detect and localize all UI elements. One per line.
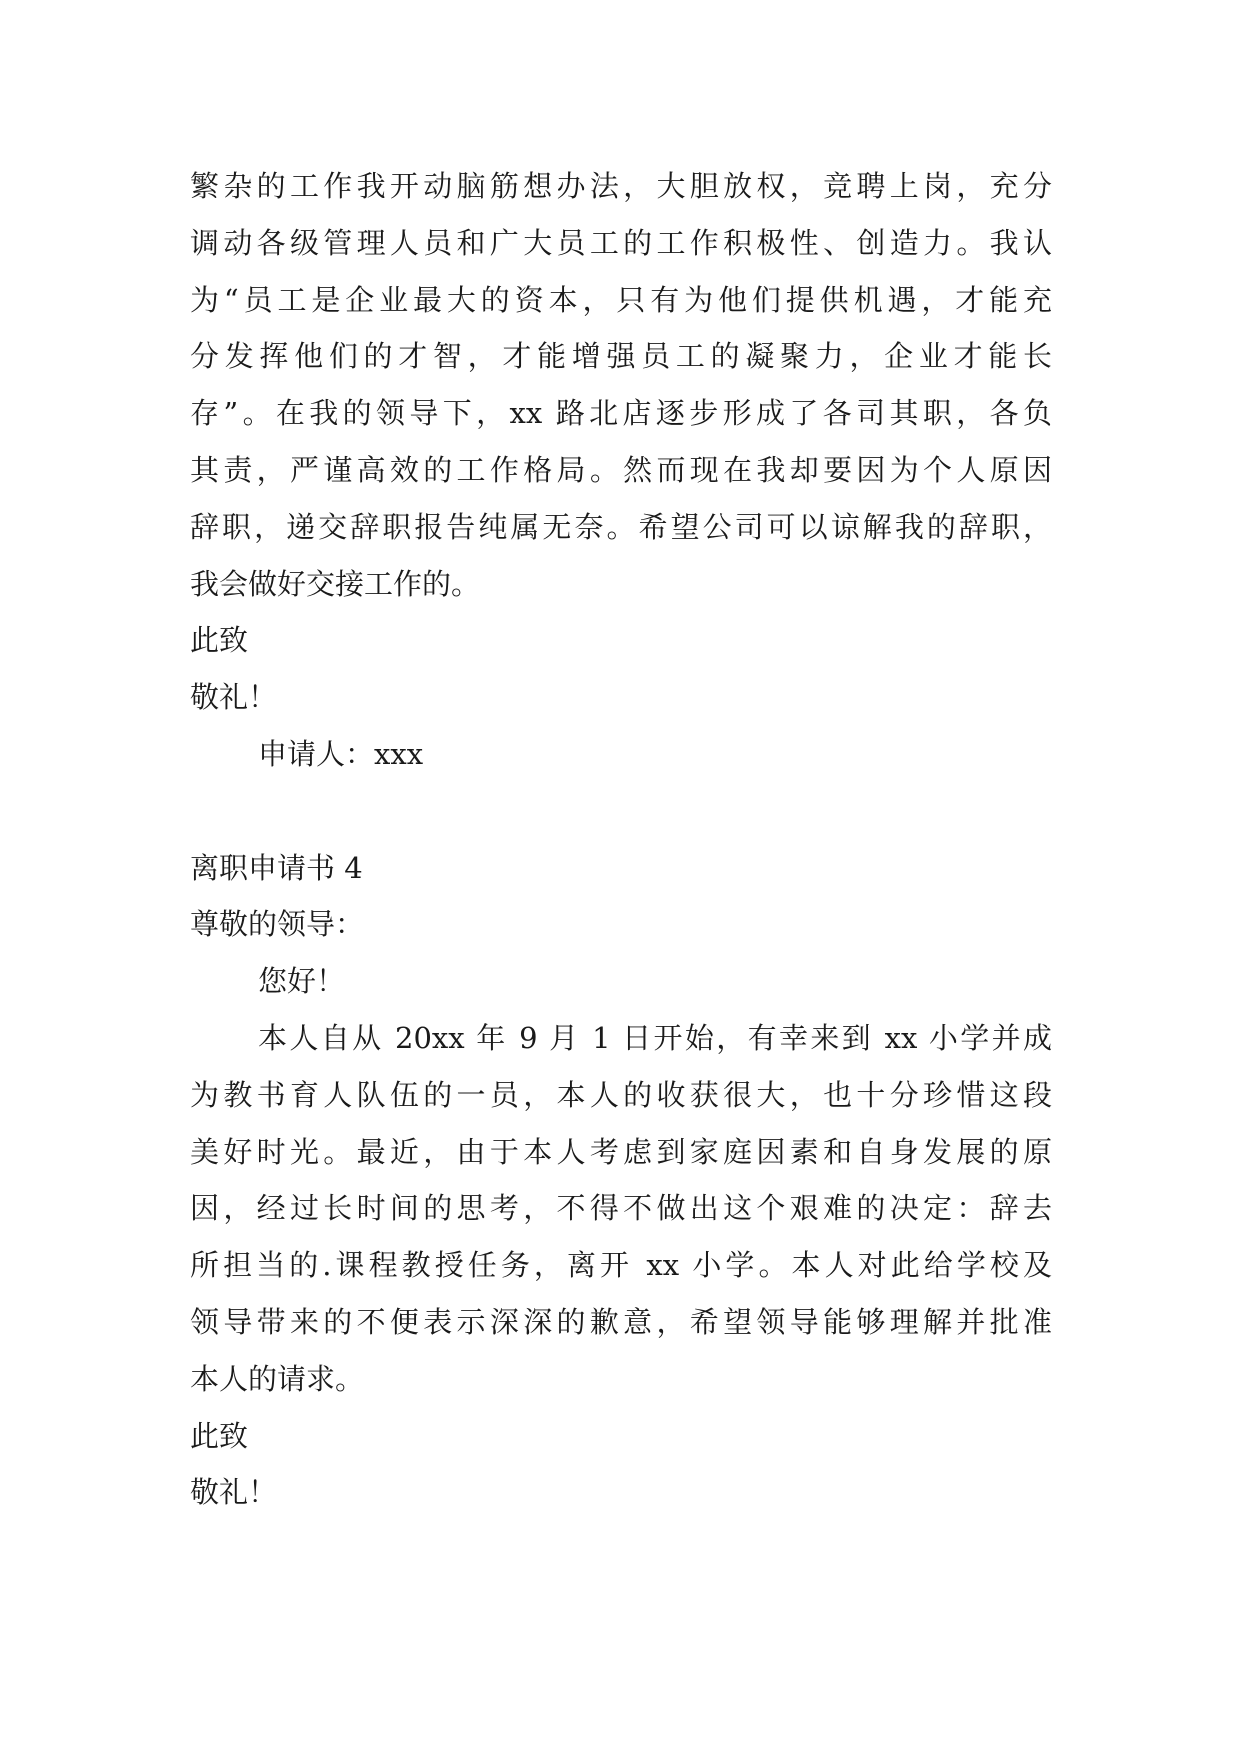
paragraph-line: 繁杂的工作我开动脑筋想办法，大胆放权，竞聘上岗，充分 (190, 169, 1052, 203)
section-title: 离职申请书 4 (190, 850, 363, 885)
closing-line: 此致 (190, 1418, 249, 1453)
signature-line: 申请人：xxx (258, 736, 424, 771)
paragraph-line: 本人的请求。 (190, 1361, 365, 1396)
paragraph-line: 领导带来的不便表示深深的歉意，希望领导能够理解并批准 (190, 1304, 1052, 1339)
closing-salute: 敬礼！ (190, 680, 278, 715)
closing-line: 此致 (190, 623, 249, 658)
salutation-line: 尊敬的领导： (190, 907, 365, 942)
closing-salute: 敬礼！ (190, 1475, 278, 1510)
paragraph-line: 分发挥他们的才智，才能增强员工的凝聚力，企业才能长 (190, 339, 1052, 374)
paragraph-line: 为教书育人队伍的一员，本人的收获很大，也十分珍惜这段 (190, 1077, 1052, 1112)
paragraph-line: 所担当的.课程教授任务，离开 xx 小学。本人对此给学校及 (190, 1248, 1052, 1283)
document-body (190, 158, 1052, 1521)
greeting-line: 您好！ (258, 964, 346, 999)
paragraph-line: 其责，严谨高效的工作格局。然而现在我却要因为个人原因 (190, 452, 1052, 487)
paragraph-line: 因，经过长时间的思考，不得不做出这个艰难的决定：辞去 (190, 1191, 1052, 1226)
paragraph-line: 本人自从 20xx 年 9 月 1 日开始，有幸来到 xx 小学并成 (258, 1020, 1052, 1055)
paragraph-line: 存”。在我的领导下，xx 路北店逐步形成了各司其职，各负 (190, 396, 1052, 431)
paragraph-line: 调动各级管理人员和广大员工的工作积极性、创造力。我认 (190, 225, 1052, 260)
paragraph-line: 我会做好交接工作的。 (190, 566, 481, 601)
paragraph-line: 为“员工是企业最大的资本，只有为他们提供机遇，才能充 (190, 282, 1052, 317)
paragraph-line: 辞职，递交辞职报告纯属无奈。希望公司可以谅解我的辞职， (190, 509, 1052, 544)
paragraph-line: 美好时光。最近，由于本人考虑到家庭因素和自身发展的原 (190, 1134, 1052, 1169)
blank-spacer (190, 783, 1052, 840)
